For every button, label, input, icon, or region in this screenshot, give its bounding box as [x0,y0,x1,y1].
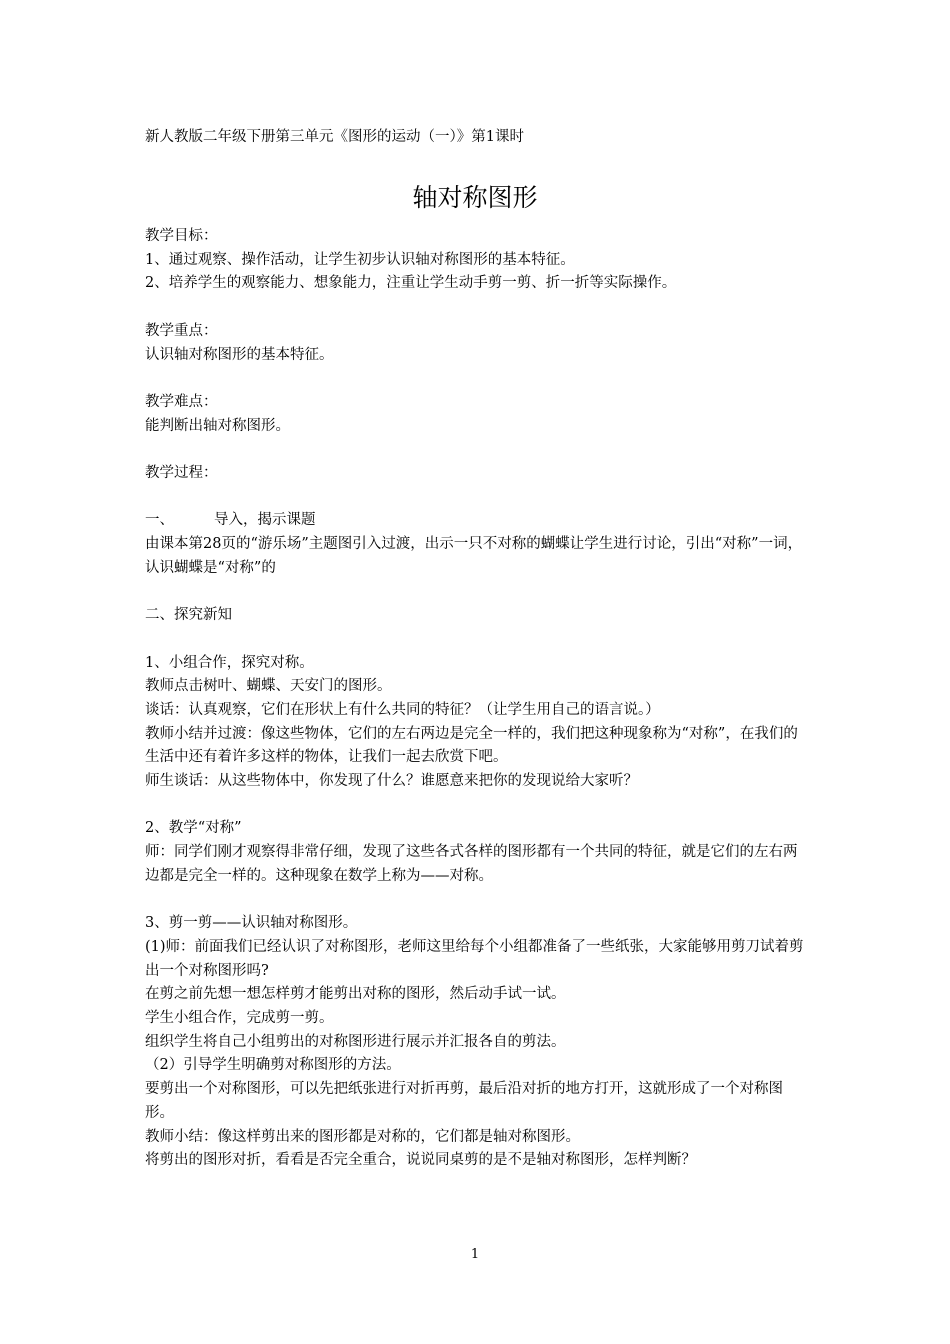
section-2-heading: 二、探究新知 [145,607,232,624]
part-1-line-4: 师生谈话：从这些物体中，你发现了什么？谁愿意来把你的发现说给大家听？ [145,773,638,790]
blank-line [145,580,810,604]
part-3-line-5: （2）引导学生明确剪对称图形的方法。 [145,1057,401,1074]
key-point-text: 认识轴对称图形的基本特征。 [145,346,334,363]
blank-line [145,486,810,510]
part-1-line-1: 教师点击树叶、蝴蝶、天安门的图形。 [145,678,392,695]
lesson-subtitle: 新人教版二年级下册第三单元《图形的运动（一）》第1课时 [145,129,524,145]
section-1-number: 一、 [145,512,174,529]
section-1-text: 由课本第28页的“游乐场”主题图引入过渡，出示一只不对称的蝴蝶让学生进行讨论，引出“对称”一词，认识蝴蝶是“对称”的 [145,536,803,576]
objective-item-2: 2、培养学生的观察能力、想象能力，注重让学生动手剪一剪、折一折等实际操作。 [145,275,677,292]
part-3-line-3: 学生小组合作，完成剪一剪。 [145,1010,334,1027]
part-1-line-3: 教师小结并过渡：像这些物体，它们的左右两边是完全一样的，我们把这种现象称为“对称”，在我们的生活中还有着许多这样的物体，让我们一起去欣赏下吧。 [145,725,798,766]
page-number: 1 [470,1247,480,1262]
part-1-heading: 1、小组合作，探究对称。 [145,654,314,671]
blank-line [145,889,810,913]
blank-line [145,628,810,652]
difficulty-text: 能判断出轴对称图形。 [145,417,290,434]
blank-line [145,438,810,462]
blank-line [145,367,810,391]
part-2-heading: 2、教学“对称” [145,820,242,837]
part-1-line-2: 谈话：认真观察，它们在形状上有什么共同的特征？（让学生用自己的语言说。） [145,701,660,718]
part-3-line-2: 在剪之前先想一想怎样剪才能剪出对称的图形，然后动手试一试。 [145,986,566,1003]
part-3-line-4: 组织学生将自己小组剪出的对称图形进行展示并汇报各自的剪法。 [145,1033,566,1050]
key-point-label: 教学重点： [145,322,218,339]
part-3-heading: 3、剪一剪——认识轴对称图形。 [145,915,358,932]
blank-line [145,794,810,818]
part-3-line-1: (1)师：前面我们已经认识了对称图形，老师这里给每个小组都准备了一些纸张，大家能够用剪刀试着剪出一个对称图形吗? [145,938,804,979]
page-title: 轴对称图形 [412,183,538,212]
difficulty-label: 教学难点： [145,393,218,410]
part-3-line-6: 要剪出一个对称图形，可以先把纸张进行对折再剪，最后沿对折的地方打开，这就形成了一个对称图形。 [145,1081,783,1121]
objectives-label: 教学目标： [145,228,218,244]
blank-line [145,296,810,320]
document-body [145,225,810,1173]
part-2-text: 师：同学们刚才观察得非常仔细，发现了这些各式各样的图形都有一个共同的特征，就是它们的左右两边都是完全一样的。这种现象在数学上称为——对称。 [145,844,798,884]
section-1-heading [145,509,810,533]
objective-item-1: 1、通过观察、操作活动，让学生初步认识轴对称图形的基本特征。 [145,251,575,268]
part-3-line-8: 将剪出的图形对折，看看是否完全重合，说说同桌剪的是不是轴对称图形，怎样判断？ [145,1152,696,1169]
section-1-title: 导入，揭示课题 [214,512,316,529]
part-3-line-7: 教师小结：像这样剪出来的图形都是对称的，它们都是轴对称图形。 [145,1128,580,1145]
process-label: 教学过程： [145,464,218,481]
